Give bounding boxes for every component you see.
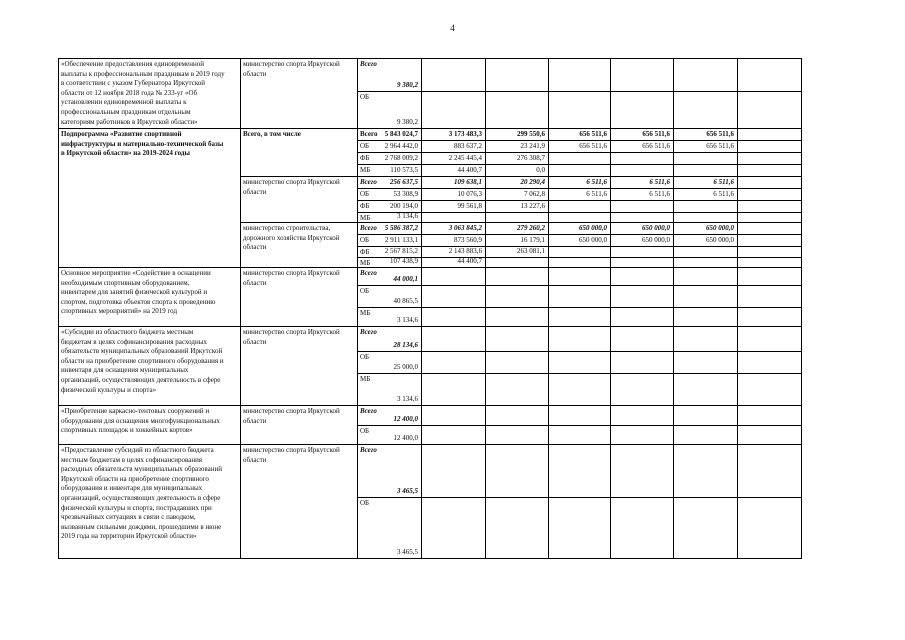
row-name-line: Иркутской области на приобретение спортивного bbox=[61, 474, 209, 483]
amount-value: 99 561,8 bbox=[457, 202, 482, 210]
subrow-divider bbox=[357, 212, 802, 213]
amount-value: 263 081,1 bbox=[517, 247, 545, 255]
page-number: 4 bbox=[450, 23, 455, 33]
column-divider bbox=[485, 267, 486, 326]
source-code: МБ bbox=[360, 259, 371, 267]
executor-name bbox=[243, 224, 355, 253]
amount-value: 6 511,6 bbox=[713, 178, 734, 186]
amount-value: 650 000,0 bbox=[642, 224, 670, 232]
value-underline bbox=[358, 128, 421, 129]
row-divider bbox=[58, 558, 802, 559]
source-code: МБ bbox=[360, 214, 371, 222]
amount-value: 6 511,6 bbox=[649, 190, 670, 198]
source-code: Всего bbox=[360, 178, 377, 186]
source-code: ОБ bbox=[360, 236, 370, 244]
value-underline bbox=[358, 267, 421, 268]
row-name bbox=[61, 130, 239, 159]
executor-line: министерство спорта Иркутской bbox=[243, 60, 340, 68]
row-divider bbox=[58, 326, 802, 327]
subrow-divider bbox=[357, 234, 802, 235]
amount-value: 13 227,6 bbox=[520, 202, 545, 210]
column-divider bbox=[737, 267, 738, 326]
column-divider bbox=[485, 444, 486, 558]
row-name-line: инвентарем для занятий физической культурой и bbox=[61, 288, 208, 297]
subrow-divider bbox=[357, 425, 802, 426]
row-name-line: 2019 года на территории Иркутской области» bbox=[61, 532, 197, 541]
amount-value: 650 000,0 bbox=[579, 236, 607, 244]
amount-value: 12 400,0 bbox=[393, 434, 418, 442]
subrow-divider bbox=[357, 285, 802, 286]
source-code: ОБ bbox=[360, 353, 370, 361]
source-code: ФБ bbox=[360, 202, 370, 210]
column-divider bbox=[357, 444, 358, 558]
row-name-line: области на приобретение спортивного оборудования и bbox=[61, 356, 224, 365]
row-name-line: Основное мероприятие «Содействие в оснащении bbox=[61, 269, 211, 277]
column-divider bbox=[548, 58, 549, 128]
row-name bbox=[61, 60, 239, 127]
row-name-line: спортивных площадок и хоккейных кортов» bbox=[61, 426, 193, 435]
amount-value: 40 865,5 bbox=[393, 297, 418, 305]
column-divider bbox=[421, 444, 422, 558]
subrow-divider bbox=[357, 140, 802, 141]
subrow-divider bbox=[357, 152, 802, 153]
row-name-line: инфраструктуры и материально-технической базы bbox=[61, 139, 224, 148]
amount-value: 656 511,6 bbox=[706, 130, 734, 138]
amount-value: 10 076,3 bbox=[457, 190, 482, 198]
amount-value: 656 511,6 bbox=[706, 142, 734, 150]
subrow-divider bbox=[357, 91, 802, 92]
executor-line: министерство спорта Иркутской bbox=[243, 407, 340, 415]
amount-value: 44 400,7 bbox=[457, 257, 482, 265]
amount-value: 2 245 445,4 bbox=[448, 154, 482, 162]
amount-value: 650 000,0 bbox=[706, 236, 734, 244]
column-divider bbox=[421, 58, 422, 128]
source-code: Всего bbox=[360, 407, 377, 415]
column-divider bbox=[485, 58, 486, 128]
value-underline bbox=[358, 558, 421, 559]
amount-value: 883 637,2 bbox=[454, 142, 482, 150]
amount-value: 3 465,5 bbox=[397, 548, 418, 556]
amount-value: 23 241,9 bbox=[520, 142, 545, 150]
amount-value: 109 638,1 bbox=[454, 178, 482, 186]
amount-value: 9 380,2 bbox=[397, 81, 418, 89]
value-underline bbox=[358, 405, 421, 406]
row-name-line: вызванным сильными дождями, прошедшими в июне bbox=[61, 522, 222, 531]
row-name-line: выплаты к профессиональным праздникам в 2019 году bbox=[61, 69, 225, 78]
amount-value: 3 134,6 bbox=[397, 212, 418, 220]
row-name-line: оборудования для оснащения многофункциональных bbox=[61, 416, 220, 425]
source-code: ОБ bbox=[360, 287, 370, 295]
amount-value: 656 511,6 bbox=[579, 142, 607, 150]
amount-value: 6 511,6 bbox=[649, 178, 670, 186]
amount-value: 16 179,1 bbox=[520, 236, 545, 244]
executor-line: министерство спорта Иркутской bbox=[243, 328, 340, 336]
amount-value: 2 964 442,0 bbox=[384, 142, 418, 150]
row-name-line: области от 12 ноября 2018 года № 233-уг «Об bbox=[61, 88, 198, 97]
row-name-line: организаций, осуществляющих деятельность в сфере bbox=[61, 493, 221, 502]
column-divider bbox=[548, 444, 549, 558]
column-divider bbox=[737, 58, 738, 128]
column-divider bbox=[485, 326, 486, 405]
executor-line: министерство спорта Иркутской bbox=[243, 178, 340, 186]
subrow-divider bbox=[357, 497, 802, 498]
table-border-right bbox=[801, 58, 802, 558]
amount-value: 299 550,6 bbox=[517, 130, 545, 138]
executor-name bbox=[243, 60, 355, 79]
row-name-line: Подпрограмма «Развитие спортивной bbox=[61, 130, 182, 138]
column-divider bbox=[421, 326, 422, 405]
group-divider bbox=[240, 222, 802, 223]
source-code: ФБ bbox=[360, 154, 370, 162]
table-border-left bbox=[58, 58, 59, 558]
amount-value: 44 400,7 bbox=[457, 166, 482, 174]
amount-value: 3 063 845,2 bbox=[448, 224, 482, 232]
executor-line: министерство строительства, bbox=[243, 224, 331, 232]
executor-name bbox=[243, 328, 355, 347]
row-name-line: спортом, подготовка объектов спорта к проведению bbox=[61, 297, 216, 306]
executor-line: области bbox=[243, 337, 267, 346]
source-code: Всего bbox=[360, 328, 377, 336]
column-divider bbox=[548, 267, 549, 326]
column-divider bbox=[673, 58, 674, 128]
column-divider bbox=[240, 267, 241, 326]
amount-value: 656 511,6 bbox=[642, 142, 670, 150]
executor-name bbox=[243, 446, 355, 465]
column-divider bbox=[240, 326, 241, 405]
amount-value: 656 511,6 bbox=[642, 130, 670, 138]
amount-value: 20 290,4 bbox=[520, 178, 545, 186]
column-divider bbox=[610, 58, 611, 128]
column-divider bbox=[240, 444, 241, 558]
amount-value: 53 308,9 bbox=[393, 190, 418, 198]
subrow-divider bbox=[357, 307, 802, 308]
executor-line: области bbox=[243, 243, 267, 252]
amount-value: 9 380,2 bbox=[397, 118, 418, 126]
amount-value: 5 843 024,7 bbox=[384, 130, 418, 138]
amount-value: 25 000,0 bbox=[393, 363, 418, 371]
column-divider bbox=[610, 326, 611, 405]
column-divider bbox=[240, 405, 241, 444]
source-code: ФБ bbox=[360, 248, 370, 256]
row-name-line: инвентаря для оснащения муниципальных bbox=[61, 366, 189, 375]
value-underline bbox=[358, 444, 421, 445]
row-name-line: физической культуры и спорта» bbox=[61, 385, 157, 394]
executor-line: дорожного хозяйства Иркутской bbox=[243, 233, 340, 242]
row-name-line: чрезвычайных ситуациях в связи с паводком, bbox=[61, 513, 196, 522]
row-name-line: бюджетам в целях софинансирования расходных bbox=[61, 337, 207, 346]
amount-value: 279 260,2 bbox=[517, 224, 545, 232]
row-divider bbox=[58, 128, 802, 129]
executor-name bbox=[243, 130, 355, 140]
executor-line: области bbox=[243, 69, 267, 78]
table-border-top bbox=[58, 58, 802, 59]
source-code: Всего bbox=[360, 269, 377, 277]
amount-value: 656 511,6 bbox=[579, 130, 607, 138]
row-name-line: «Обеспечение предоставления единовременной bbox=[61, 60, 204, 68]
amount-value: 107 438,9 bbox=[390, 257, 418, 265]
value-underline bbox=[358, 326, 421, 327]
column-divider bbox=[421, 267, 422, 326]
source-code: МБ bbox=[360, 375, 371, 383]
amount-value: 200 194,0 bbox=[390, 202, 418, 210]
executor-line: области bbox=[243, 278, 267, 287]
executor-line: области bbox=[243, 455, 267, 464]
row-name-line: обязательств муниципальных образований Иркутской bbox=[61, 347, 223, 356]
source-code: Всего bbox=[360, 60, 377, 68]
amount-value: 6 511,6 bbox=[586, 190, 607, 198]
amount-value: 650 000,0 bbox=[642, 236, 670, 244]
amount-value: 2 143 883,6 bbox=[448, 247, 482, 255]
source-code: ОБ bbox=[360, 93, 370, 101]
amount-value: 7 062,8 bbox=[524, 190, 545, 198]
row-name bbox=[61, 269, 239, 317]
row-name-line: «Предоставление субсидий из областного бюджета bbox=[61, 446, 214, 454]
amount-value: 2 567 815,2 bbox=[384, 247, 418, 255]
column-divider bbox=[673, 444, 674, 558]
column-divider bbox=[737, 326, 738, 405]
subrow-divider bbox=[357, 188, 802, 189]
row-name-line: оборудования и инвентаря для муниципальных bbox=[61, 484, 203, 493]
row-divider bbox=[58, 444, 802, 445]
source-code: ОБ bbox=[360, 190, 370, 198]
amount-value: 44 000,1 bbox=[393, 275, 418, 283]
subrow-divider bbox=[357, 164, 802, 165]
amount-value: 6 511,6 bbox=[713, 190, 734, 198]
row-name bbox=[61, 446, 239, 542]
executor-line: области bbox=[243, 416, 267, 425]
executor-line: министерство спорта Иркутской bbox=[243, 446, 340, 454]
value-underline bbox=[422, 267, 485, 268]
row-name-line: в соответствии с указом Губернатора Иркутской bbox=[61, 79, 206, 88]
amount-value: 0,0 bbox=[536, 166, 545, 174]
executor-line: области bbox=[243, 187, 267, 196]
executor-line: министерство спорта Иркутской bbox=[243, 269, 340, 277]
executor-name bbox=[243, 407, 355, 426]
amount-value: 5 586 387,2 bbox=[384, 224, 418, 232]
amount-value: 2 911 133,1 bbox=[385, 236, 418, 244]
row-name-line: установлении единовременной выплаты к bbox=[61, 98, 187, 107]
amount-value: 276 308,7 bbox=[517, 154, 545, 162]
subrow-divider bbox=[357, 200, 802, 201]
source-code: Всего bbox=[360, 446, 377, 454]
column-divider bbox=[240, 128, 241, 267]
row-name-line: профессиональным праздникам отдельным bbox=[61, 107, 191, 116]
source-code: ОБ bbox=[360, 427, 370, 435]
amount-value: 650 000,0 bbox=[706, 224, 734, 232]
amount-value: 110 573,5 bbox=[390, 166, 418, 174]
row-name bbox=[61, 407, 239, 436]
group-divider bbox=[240, 176, 802, 177]
executor-line: Всего, в том числе bbox=[243, 130, 301, 138]
source-code: ОБ bbox=[360, 142, 370, 150]
amount-value: 12 400,0 bbox=[393, 415, 418, 423]
source-code: МБ bbox=[360, 309, 371, 317]
row-name-line: категориям работников в Иркутской области» bbox=[61, 117, 198, 126]
amount-value: 6 511,6 bbox=[586, 178, 607, 186]
row-name-line: организаций, осуществляющих деятельность в сфере bbox=[61, 375, 221, 384]
column-divider bbox=[240, 58, 241, 128]
column-divider bbox=[673, 267, 674, 326]
source-code: ОБ bbox=[360, 499, 370, 507]
column-divider bbox=[610, 444, 611, 558]
row-name-line: спортивных мероприятий» на 2019 год bbox=[61, 307, 178, 316]
row-name-line: расходных обязательств муниципальных образований bbox=[61, 465, 222, 474]
executor-name bbox=[243, 178, 355, 197]
row-name-line: «Субсидии из областного бюджета местным bbox=[61, 328, 194, 336]
source-code: Всего bbox=[360, 224, 377, 232]
amount-value: 256 637,5 bbox=[390, 178, 418, 186]
subrow-divider bbox=[357, 373, 802, 374]
row-name-line: физической культуры и спорта, пострадавших при bbox=[61, 503, 212, 512]
column-divider bbox=[548, 326, 549, 405]
column-divider bbox=[737, 444, 738, 558]
executor-name bbox=[243, 269, 355, 288]
amount-value: 28 134,6 bbox=[393, 341, 418, 349]
amount-value: 3 134,6 bbox=[397, 316, 418, 324]
row-name-line: «Приобретение каркасно-тентовых сооружений и bbox=[61, 407, 210, 415]
column-divider bbox=[610, 267, 611, 326]
amount-value: 3 134,6 bbox=[397, 395, 418, 403]
row-name-line: необходимым спортивным оборудованием, bbox=[61, 278, 190, 287]
amount-value: 2 768 009,2 bbox=[384, 154, 418, 162]
source-code: МБ bbox=[360, 166, 371, 174]
amount-value: 3 465,5 bbox=[397, 487, 418, 495]
row-divider bbox=[58, 405, 802, 406]
subrow-divider bbox=[357, 351, 802, 352]
row-name-line: в Иркутской области» на 2019-2024 годы bbox=[61, 149, 190, 158]
column-divider bbox=[673, 326, 674, 405]
row-name-line: местным бюджетам в целях софинансирования bbox=[61, 455, 203, 464]
amount-value: 3 173 483,3 bbox=[448, 130, 482, 138]
row-name bbox=[61, 328, 239, 395]
source-code: Всего bbox=[360, 130, 378, 138]
amount-value: 650 000,0 bbox=[579, 224, 607, 232]
amount-value: 873 560,9 bbox=[454, 236, 482, 244]
